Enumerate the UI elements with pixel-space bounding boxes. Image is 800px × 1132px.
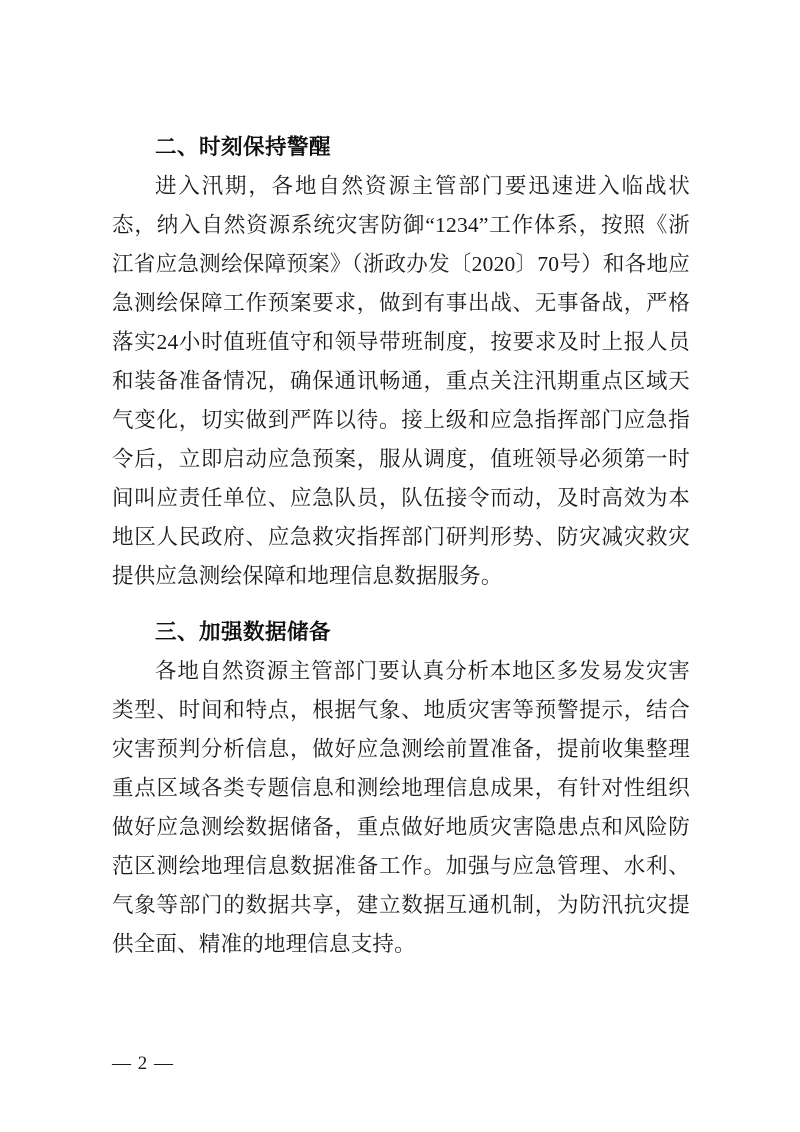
page-number-footer: — 2 — [112,1053,174,1074]
section-paragraph-two: 进入汛期，各地自然资源主管部门要迅速进入临战状态，纳入自然资源系统灾害防御“1234”工作体系，按照《浙江省应急测绘保障预案》（浙政办发〔2020〕70号）和各地应急测绘保障工作预案要求，做到有事出战、无事备战，严格落实24小时值班值守和领导带班制度，按要求及时上报人员和装备准备情况，确保通讯畅通，重点关注汛期重点区域天气变化，切实做到严阵以待。接上级和应急指挥部门应急指令后，立即启动应急预案，服从调度，值班领导必须第一时间叫应责任单位、应急队员，队伍接令而动，及时高效为本地区人民政府、应急救灾指挥部门研判形势、防灾减灾救灾提供应急测绘保障和地理信息数据服务。 [112,174,690,588]
document-body [112,128,690,964]
section-paragraph-three: 各地自然资源主管部门要认真分析本地区多发易发灾害类型、时间和特点，根据气象、地质灾害等预警提示，结合灾害预判分析信息，做好应急测绘前置准备，提前收集整理重点区域各类专题信息和测绘地理信息成果，有针对性组织做好应急测绘数据储备，重点做好地质灾害隐患点和风险防范区测绘地理信息数据准备工作。加强与应急管理、水利、气象等部门的数据共享，建立数据互通机制，为防汛抗灾提供全面、精准的地理信息支持。 [112,659,690,956]
section-heading-two: 二、时刻保持警醒 [155,135,332,159]
section-heading-three: 三、加强数据储备 [155,620,332,644]
